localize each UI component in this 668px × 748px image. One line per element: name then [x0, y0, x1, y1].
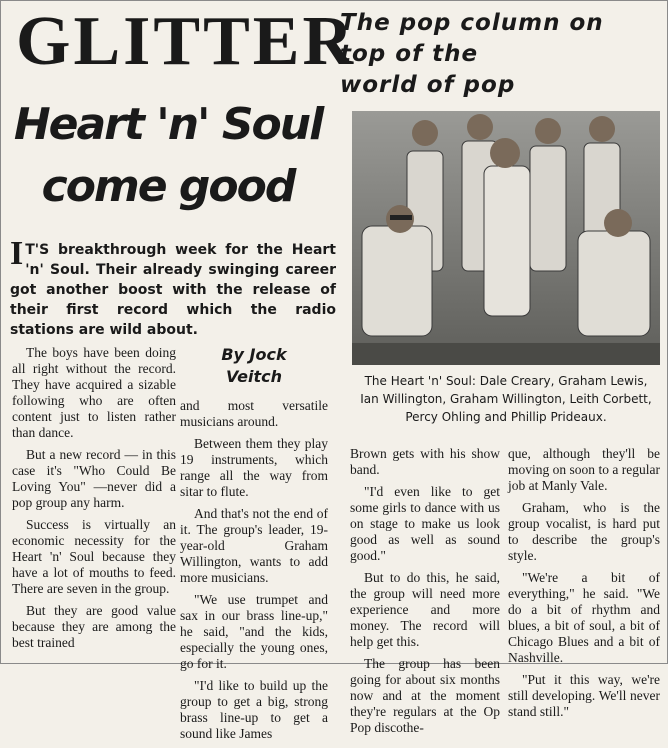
- drop-cap: I: [10, 235, 24, 272]
- article-headline: [8, 94, 328, 218]
- paragraph: But a new record — in this case it's "Who Could Be Loving You" —never did a pop group any harm.: [12, 447, 176, 510]
- headline-line: Heart 'n' Soul: [13, 99, 323, 150]
- paragraph: que, although they'll be moving on soon to a regular job at Manly Vale.: [508, 446, 660, 493]
- byline: [186, 344, 322, 388]
- intro-text: T'S breakthrough week for the Heart 'n' Soul. Their already swinging career got another boost with the release of their first record which the radio stations are wild about.: [10, 242, 336, 338]
- article-intro: [10, 235, 336, 340]
- paragraph: "Put it this way, we're still developing. We'll never stand still.": [508, 672, 660, 719]
- article-column-2: [180, 398, 328, 748]
- band-photo-image: [352, 111, 660, 365]
- paragraph: The group has been going for about six months now and at the moment they're regulars at the Op Pop discothe-: [350, 656, 500, 735]
- photo-caption: The Heart 'n' Soul: Dale Creary, Graham Lewis, Ian Willington, Graham Willington, Leith Corbett, Percy Ohling and Phillip Prideaux.: [360, 374, 652, 424]
- paragraph: But to do this, he said, the group will need more experience and more money. The record will help get this.: [350, 570, 500, 649]
- tagline-line: top of the: [340, 41, 479, 67]
- paragraph: "I'd like to build up the group to get a big, strong brass line-up to get a sound like James: [180, 678, 328, 741]
- tagline-line: The pop column on: [340, 10, 604, 36]
- paragraph: Graham, who is the group vocalist, is hard put to describe the group's style.: [508, 500, 660, 563]
- masthead-title: GLITTER: [16, 3, 356, 80]
- paragraph: But they are good value because they are among the best trained: [12, 603, 176, 650]
- article-column-4: [508, 446, 660, 726]
- masthead-tagline: [340, 8, 604, 101]
- paragraph: Between them they play 19 instruments, which range all the way from sitar to flute.: [180, 436, 328, 499]
- tagline-line: world of pop: [340, 72, 516, 98]
- paragraph: "I'd even like to get some girls to dance with us on stage to make us look good as well as sound good.": [350, 484, 500, 563]
- paragraph: "We use trumpet and sax in our brass line-up," he said, "and the kids, especially the young ones, go for it.: [180, 592, 328, 671]
- paragraph: "We're a bit of everything," he said. "We do a bit of rhythm and blues, a bit of soul, a bit of Chicago Blues and a bit of Nashville.: [508, 570, 660, 665]
- band-photo: [352, 111, 660, 365]
- headline-line: come good: [41, 161, 295, 212]
- byline-line: By Jock: [221, 345, 287, 364]
- paragraph: The boys have been doing all right without the record. They have acquired a sizable following who are often content just to listen rather than dance.: [12, 345, 176, 440]
- paragraph: and most versatile musicians around.: [180, 398, 328, 429]
- byline-line: Veitch: [225, 367, 283, 386]
- paragraph: Brown gets with his show band.: [350, 446, 500, 477]
- article-column-1: [12, 345, 176, 657]
- paragraph: Success is virtually an economic necessity for the Heart 'n' Soul because they have a lot of mouths to feed. There are seven in the group.: [12, 517, 176, 596]
- paragraph: And that's not the end of it. The group's leader, 19-year-old Graham Willington, wants to add more musicians.: [180, 506, 328, 585]
- article-column-3: [350, 446, 500, 742]
